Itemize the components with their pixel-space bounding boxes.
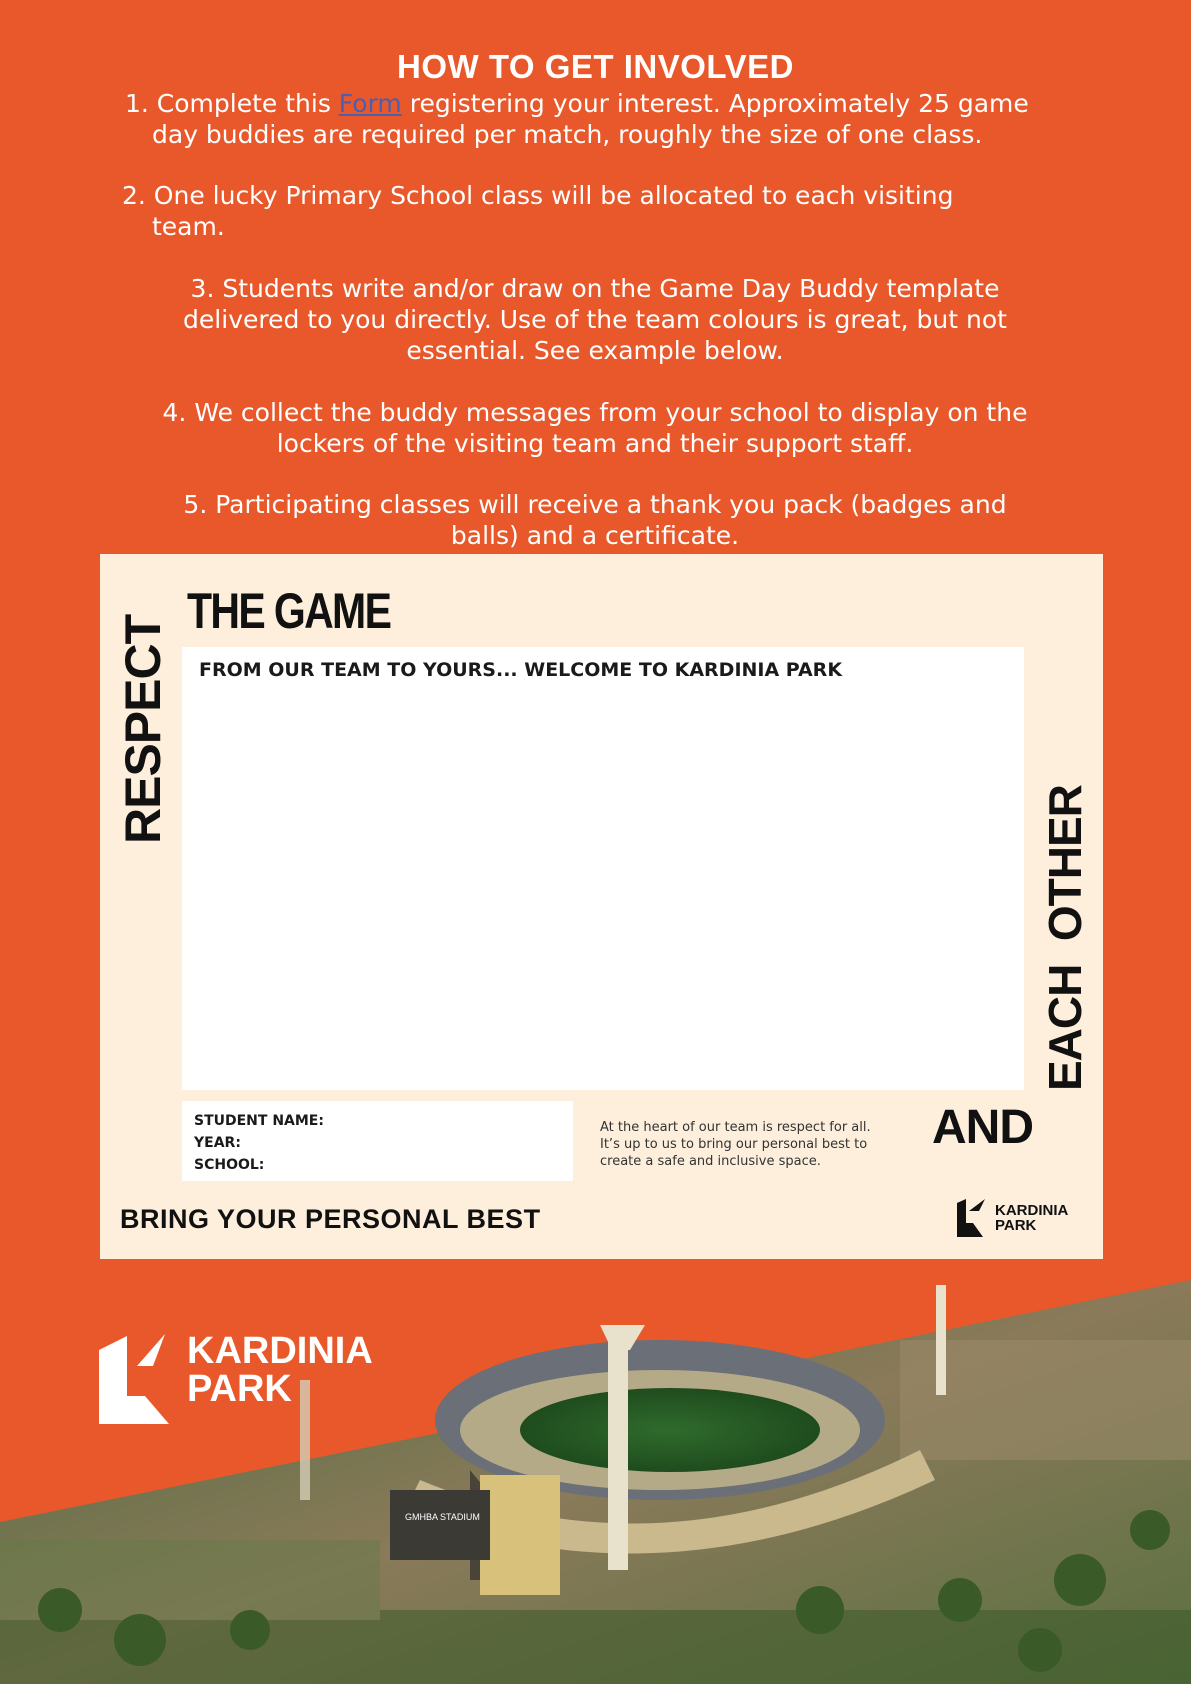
game-day-buddy-template: [100, 554, 1103, 1259]
step-3-line-3: essential. See example below.: [406, 336, 784, 365]
step-1-line-2: day buddies are required per match, roughly the size of one class.: [152, 120, 983, 149]
step-5-line-1: 5. Participating classes will receive a thank you pack (badges and: [183, 490, 1007, 519]
step-3-line-2: delivered to you directly. Use of the team colours is great, but not: [183, 305, 1007, 334]
message-title: FROM OUR TEAM TO YOURS... WELCOME TO KARDINIA PARK: [199, 659, 843, 681]
message-area: [182, 647, 1024, 1090]
step-1-prefix: 1. Complete this: [125, 89, 339, 118]
note-line-3: create a safe and inclusive space.: [600, 1154, 821, 1169]
step-4: [100, 397, 1090, 459]
student-name-label: STUDENT NAME:: [194, 1113, 324, 1129]
stadium-sign: GMHBA STADIUM: [405, 1512, 480, 1522]
step-5: [120, 489, 1070, 551]
small-logo-line-2: PARK: [995, 1217, 1037, 1234]
logo-line-2: PARK: [187, 1368, 292, 1410]
kardinia-logo-icon: [955, 1197, 993, 1239]
logo-line-1: KARDINIA: [187, 1330, 373, 1372]
step-1-suffix: registering your interest. Approximately 25 game: [401, 89, 1029, 118]
respect-vertical-text: RESPECT: [115, 614, 171, 844]
step-5-line-2: balls) and a certificate.: [450, 521, 740, 550]
each-other-vertical-text: EACH OTHER: [1039, 785, 1091, 1091]
page-heading: HOW TO GET INVOLVED: [397, 48, 794, 85]
student-info-box: [182, 1101, 573, 1181]
step-1: [125, 88, 1085, 150]
small-logo-line-1: KARDINIA: [995, 1202, 1069, 1219]
step-4-line-2: lockers of the visiting team and their support staff.: [276, 429, 914, 458]
the-game-title: THE GAME: [187, 583, 391, 639]
kardinia-park-small-logo: [955, 1197, 1085, 1241]
step-2-line-2: team.: [152, 212, 225, 241]
kardinia-logo-icon: [97, 1330, 187, 1430]
step-2: [122, 180, 1062, 242]
tagline: BRING YOUR PERSONAL BEST: [120, 1204, 541, 1234]
step-2-line-1: 2. One lucky Primary School class will be allocated to each visiting: [122, 181, 954, 210]
step-4-line-1: 4. We collect the buddy messages from your school to display on the: [162, 398, 1028, 427]
note-line-2: It’s up to us to bring our personal best to: [600, 1137, 868, 1152]
form-link[interactable]: Form: [338, 89, 402, 118]
respect-note: [600, 1119, 910, 1170]
and-text: AND: [932, 1101, 1033, 1154]
kardinia-park-logo: [97, 1330, 387, 1430]
school-label: SCHOOL:: [194, 1157, 265, 1173]
year-label: YEAR:: [194, 1135, 241, 1151]
note-line-1: At the heart of our team is respect for all.: [600, 1120, 871, 1135]
step-3: [120, 273, 1070, 366]
step-3-line-1: 3. Students write and/or draw on the Game Day Buddy template: [190, 274, 1000, 303]
